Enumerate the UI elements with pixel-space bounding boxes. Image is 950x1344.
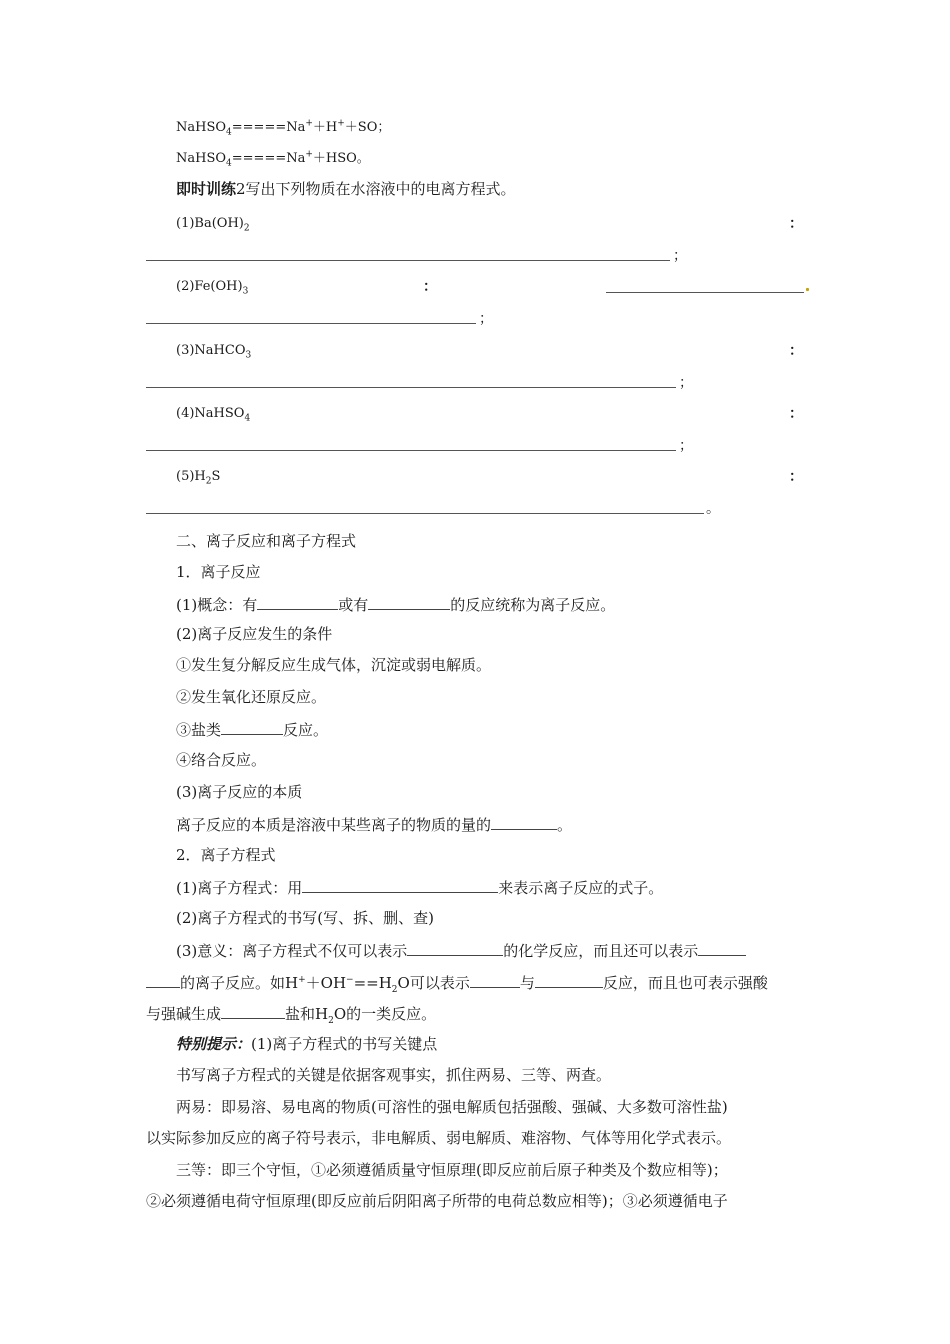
meaning-line: 与强碱生成 盐和$H_2O$的一类反应。 [146,1005,437,1026]
tip-paragraph: 三等：即三个守恒，①必须遵循质量守恒原理(即反应前后原子种类及个数应相等)； [176,1161,728,1179]
exercise-item: (4)NaHSO$_4$ [176,406,251,424]
fill-blank[interactable] [535,974,603,988]
equation-writing: (2)离子方程式的书写(写、拆、删、查) [176,909,434,927]
exercise-item: (3)NaHCO$_3$ [176,343,252,361]
tip-label: 特别提示： [176,1035,252,1053]
fill-blank[interactable] [698,942,746,956]
exercise-item: $(2)Fe(OH)_3$ [176,279,249,297]
equation-def: (1)离子方程式：用 来表示离子反应的式子。 [176,879,664,897]
equation-line: NaHSO$_4$=====Na+＋H+＋SO； [176,118,391,138]
semicolon: ； [679,438,693,454]
colon: ： [423,279,437,295]
section-heading: 二、离子反应和离子方程式 [176,532,357,550]
condition-title: (2)离子反应发生的条件 [176,625,333,643]
colon: ： [789,406,803,422]
subsection-title: 1．离子反应 [176,563,261,581]
colon: ： [789,216,803,232]
fill-blank[interactable] [407,942,503,956]
meaning-line: (3)意义：离子方程式不仅可以表示 的化学反应，而且还可以表示 [176,942,746,959]
fill-blank[interactable] [302,879,498,893]
exercise-item: $(5)H_2S$ [176,469,221,487]
tip-paragraph: ②必须遵循电荷守恒原理(即反应前后阴阳离子所带的电荷总数应相等)；③必须遵循电子 [146,1192,728,1210]
fill-blank[interactable] [491,816,557,830]
tip-paragraph: 两易：即易溶、易电离的物质(可溶性的强电解质包括强酸、强碱、大多数可溶性盐) [176,1098,728,1116]
answer-blank[interactable] [146,387,676,388]
condition-item: ①发生复分解反应生成气体，沉淀或弱电解质。 [176,656,492,674]
fill-blank[interactable] [257,596,338,610]
fill-blank[interactable] [146,974,180,988]
tip-paragraph: 书写离子方程式的关键是依据客观事实，抓住两易、三等、两查。 [176,1066,612,1084]
condition-item: ③盐类 反应。 [176,721,329,739]
condition-item: ④络合反应。 [176,751,267,769]
semicolon: ； [673,248,687,264]
period: 。 [706,501,720,517]
answer-blank[interactable] [146,513,704,514]
answer-blank[interactable] [146,450,676,451]
tip-paragraph: 以实际参加反应的离子符号表示，非电解质、弱电解质、难溶物、气体等用化学式表示。 [146,1129,732,1147]
mark-dot [806,288,809,291]
exercise-label: 即时训练 [176,180,237,198]
equation-line: NaHSO$_4$=====Na+＋HSO。 [176,149,370,169]
meaning-line: 的离子反应。如$H^++OH^-==H_2O$可以表示 与 反应，而且也可表示强酸 [146,974,768,991]
subsection-title: 2．离子方程式 [176,846,276,864]
concept-line: (1)概念：有 或有 的反应统称为离子反应。 [176,596,616,614]
fill-blank[interactable] [221,1005,285,1019]
colon: ： [789,343,803,359]
essence-line: 离子反应的本质是溶液中某些离子的物质的量的 。 [176,816,573,834]
answer-blank[interactable] [146,260,670,261]
exercise-prompt: 即时训练2写出下列物质在水溶液中的电离方程式。 [176,180,516,198]
essence-title: (3)离子反应的本质 [176,783,303,801]
fill-blank[interactable] [221,721,283,735]
exercise-item: $(1)Ba(OH)_2$ [176,216,250,234]
fill-blank[interactable] [368,596,450,610]
condition-item: ②发生氧化还原反应。 [176,688,327,706]
fill-blank[interactable] [470,974,520,988]
colon: ： [789,469,803,485]
semicolon: ； [679,375,693,391]
semicolon: ； [479,311,493,327]
answer-blank[interactable] [146,323,476,324]
tip-title: 特别提示：(1)离子方程式的书写关键点 [176,1035,438,1053]
answer-blank[interactable] [606,292,804,293]
